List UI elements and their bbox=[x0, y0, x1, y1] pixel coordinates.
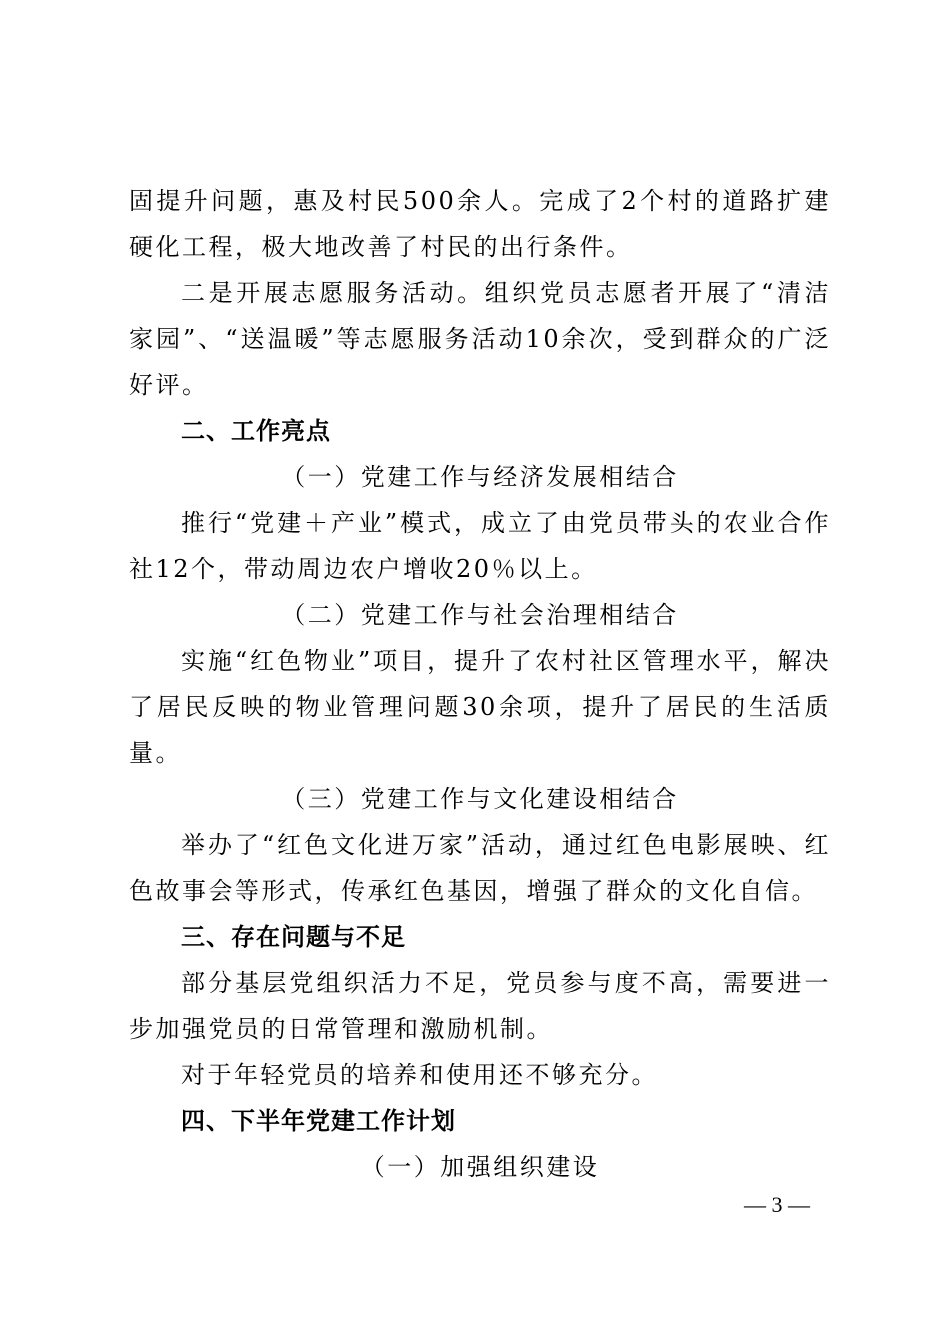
body-paragraph: 部分基层党组织活力不足，党员参与度不高，需要进一步加强党员的日常管理和激励机制。 bbox=[129, 969, 831, 1043]
subsection-heading: （二）党建工作与社会治理相结合 bbox=[281, 601, 679, 629]
section-heading: 四、下半年党建工作计划 bbox=[181, 1107, 456, 1135]
subsection-heading: （一）加强组织建设 bbox=[360, 1153, 600, 1181]
section-heading: 二、工作亮点 bbox=[181, 417, 331, 445]
body-paragraph: 实施“红色物业”项目，提升了农村社区管理水平，解决了居民反映的物业管理问题30余项，提升了居民的生活质量。 bbox=[129, 647, 831, 767]
body-paragraph: 固提升问题，惠及村民500余人。完成了2个村的道路扩建硬化工程，极大地改善了村民的出行条件。 bbox=[129, 187, 831, 261]
body-paragraph: 对于年轻党员的培养和使用还不够充分。 bbox=[181, 1061, 658, 1089]
subsection-heading: （三）党建工作与文化建设相结合 bbox=[281, 785, 679, 813]
document-body bbox=[129, 178, 831, 1190]
body-paragraph: 推行“党建＋产业”模式，成立了由党员带头的农业合作社12个，带动周边农户增收20％以上。 bbox=[129, 509, 831, 583]
body-paragraph: 二是开展志愿服务活动。组织党员志愿者开展了“清洁家园”、“送温暖”等志愿服务活动10余次，受到群众的广泛好评。 bbox=[129, 279, 831, 399]
subsection-heading: （一）党建工作与经济发展相结合 bbox=[281, 463, 679, 491]
page-number: — 3 — bbox=[744, 1192, 810, 1217]
section-heading: 三、存在问题与不足 bbox=[181, 923, 406, 951]
body-paragraph: 举办了“红色文化进万家”活动，通过红色电影展映、红色故事会等形式，传承红色基因，增强了群众的文化自信。 bbox=[129, 831, 831, 905]
